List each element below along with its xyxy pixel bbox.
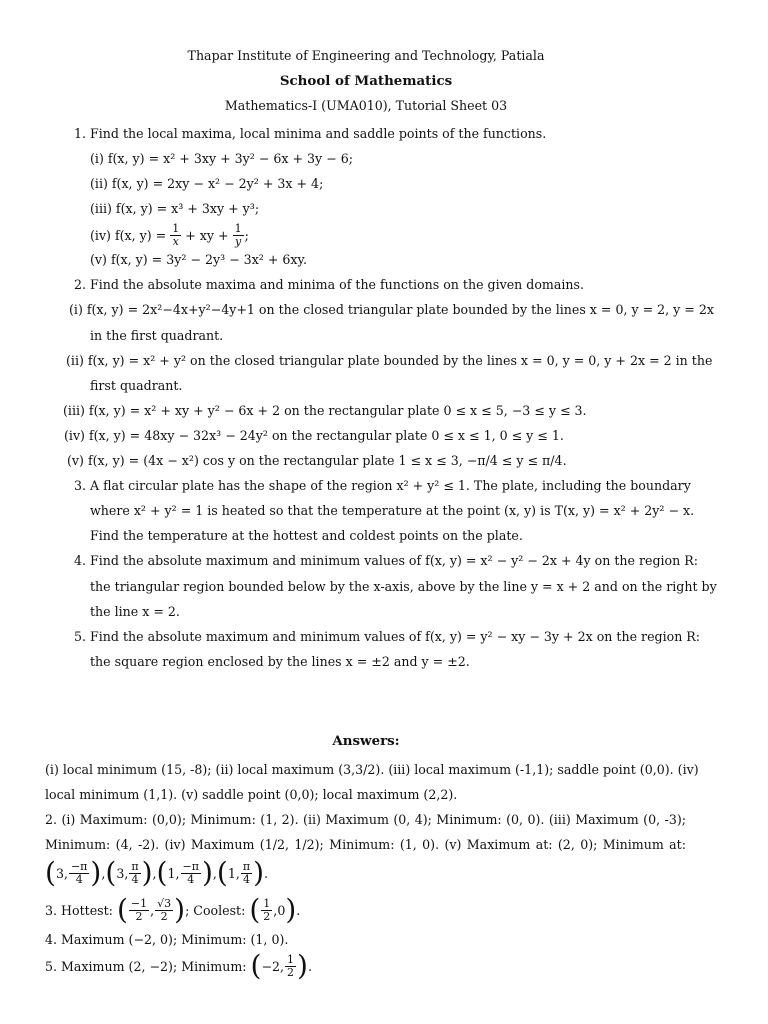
q5-line1: 5. Find the absolute maximum and minimum values of f(x, y) = y² − xy − 3y + 2x on the region R:: [74, 629, 701, 644]
pt3-frac: $\frac{-\pi}{4}$: [182, 859, 199, 886]
answer-1-line1: (i) local minimum (15, -8); (ii) local maximum (3,3/2). (iii) local maximum (-1,1); saddle point (0,0). (iv): [45, 762, 699, 777]
coolest-y: 0: [277, 902, 286, 918]
hottest-x-frac: $\frac{-1}{2}$: [130, 896, 148, 923]
answer-2-minimum-points: ( 3 , $\frac{-\pi}{4}$ ) , ( 3 , $\frac{\pi}{4}$ ) , ( 1 , $\frac{-\pi}{4}$ ) , ( 1 , $\frac{\pi}{4}$ ) .: [45, 856, 269, 889]
q3-line2: where x² + y² = 1 is heated so that the temperature at the point (x, y) is T(x, y) = x² + 2y² − x.: [90, 503, 695, 518]
answers-heading: Answers:: [332, 733, 400, 749]
pt3-x: 1: [167, 865, 176, 881]
q1-stem: 1. Find the local maxima, local minima and saddle points of the functions.: [74, 126, 547, 141]
q4-line1: 4. Find the absolute maximum and minimum values of f(x, y) = x² − y² − 2x + 4y on the region R:: [74, 553, 698, 568]
answer-3: 3. Hottest: ( $\frac{-1}{2}$ , $\frac{√3}{2}$ ) ; Coolest: ( $\frac{1}{2}$ , 0 ) .: [45, 893, 301, 926]
q1-iv-prefix: (iv) f(x, y) =: [90, 227, 167, 243]
q5-line2: the square region enclosed by the lines x = ±2 and y = ±2.: [90, 654, 470, 669]
coolest-x-frac: $\frac{1}{2}$: [263, 896, 271, 923]
q2-item-iv: (iv) f(x, y) = 48xy − 32x³ − 24y² on the rectangular plate 0 ≤ x ≤ 1, 0 ≤ y ≤ 1.: [64, 428, 564, 443]
q2-item-v: (v) f(x, y) = (4x − x²) cos y on the rectangular plate 1 ≤ x ≤ 3, −π/4 ≤ y ≤ π/4.: [67, 453, 567, 468]
q1-iv-frac-1x: $\frac{1}{x}$: [172, 221, 180, 248]
pt4-frac: $\frac{\pi}{4}$: [242, 859, 251, 886]
answer-2-line1: 2. (i) Maximum: (0,0); Minimum: (1, 2). (ii) Maximum (0, 4); Minimum: (0, 0). (iii) Maximum (0, -3);: [45, 812, 686, 827]
hottest-y-frac: $\frac{√3}{2}$: [157, 896, 172, 923]
q2-item-i-line1: (i) f(x, y) = 2x²−4x+y²−4y+1 on the closed triangular plate bounded by the lines x = 0, y = 2, y = 2x: [69, 302, 714, 317]
q2-item-iii: (iii) f(x, y) = x² + xy + y² − 6x + 2 on the rectangular plate 0 ≤ x ≤ 5, −3 ≤ y ≤ 3.: [63, 403, 587, 418]
answer-2-line2: Minimum: (4, -2). (iv) Maximum (1/2, 1/2); Minimum: (1, 0). (v) Maximum at: (2, 0); Minimum at:: [45, 837, 686, 852]
pt1-frac: $\frac{-\pi}{4}$: [70, 859, 88, 886]
sheet-title: Mathematics-I (UMA010), Tutorial Sheet 03: [224, 98, 508, 113]
q4-line2: the triangular region bounded below by the x-axis, above by the line y = x + 2 and on the right by: [90, 579, 717, 594]
min5-x: −2: [261, 958, 281, 974]
institute-name: Thapar Institute of Engineering and Technology, Patiala: [187, 48, 545, 63]
q3-line1: 3. A flat circular plate has the shape of the region x² + y² ≤ 1. The plate, including the boundary: [74, 478, 691, 493]
pt2-x: 3: [116, 865, 125, 881]
pt4-x: 1: [227, 865, 236, 881]
q1-item-iii: (iii) f(x, y) = x³ + 3xy + y³;: [90, 201, 260, 216]
answer-1-line2: local minimum (1,1). (v) saddle point (0,0); local maximum (2,2).: [45, 787, 458, 802]
q3-line3: Find the temperature at the hottest and coldest points on the plate.: [90, 528, 523, 543]
answer-5: 5. Maximum (2, −2); Minimum: ( −2 , $\frac{1}{2}$ ) .: [45, 949, 312, 982]
q1-item-iv: [90, 218, 249, 252]
q2-item-ii-line2: first quadrant.: [90, 378, 183, 393]
school-name: School of Mathematics: [279, 73, 453, 89]
q1-iv-frac-1y: $\frac{1}{y}$: [234, 221, 242, 248]
answer-3-label: 3. Hottest:: [45, 902, 113, 918]
q4-line3: the line x = 2.: [90, 604, 180, 619]
answer-3-coolest-label: ; Coolest:: [185, 902, 246, 918]
q1-iv-mid: + xy +: [185, 227, 229, 243]
answer-4: 4. Maximum (−2, 0); Minimum: (1, 0).: [45, 932, 289, 947]
q2-item-ii-line1: (ii) f(x, y) = x² + y² on the closed triangular plate bounded by the lines x = 0, y = 0, y + 2x = 2 in the: [66, 353, 713, 368]
q2-stem: 2. Find the absolute maxima and minima of the functions on the given domains.: [74, 277, 584, 292]
q1-iv-suffix: ;: [244, 227, 249, 243]
q1-item-v: (v) f(x, y) = 3y² − 2y³ − 3x² + 6xy.: [90, 252, 307, 267]
min5-frac: $\frac{1}{2}$: [287, 952, 295, 979]
q1-item-ii: (ii) f(x, y) = 2xy − x² − 2y² + 3x + 4;: [90, 176, 324, 191]
answer-5-label: 5. Maximum (2, −2); Minimum:: [45, 958, 247, 974]
q2-item-i-line2: in the first quadrant.: [90, 328, 224, 343]
q1-item-i: (i) f(x, y) = x² + 3xy + 3y² − 6x + 3y − 6;: [90, 151, 353, 166]
pt1-x: 3: [55, 865, 64, 881]
pt2-frac: $\frac{\pi}{4}$: [131, 859, 139, 886]
